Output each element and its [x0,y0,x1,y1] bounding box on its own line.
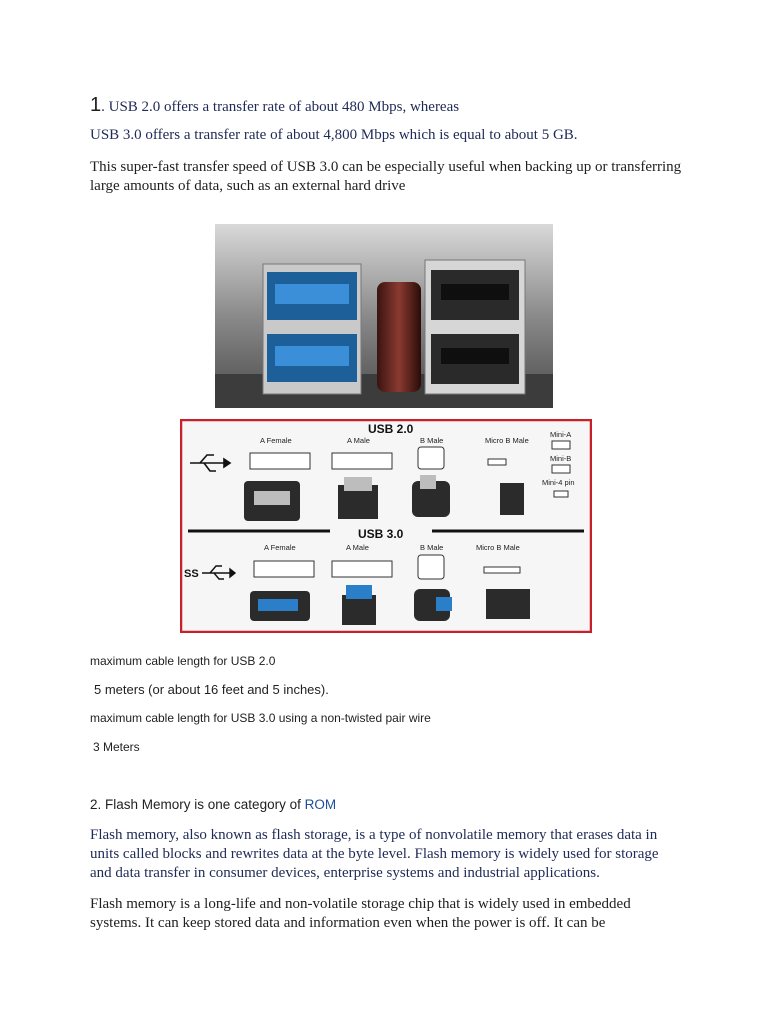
usb2-cable-length-value: 5 meters (or about 16 feet and 5 inches). [94,682,329,697]
usb2-rate-text: . USB 2.0 offers a transfer rate of about 480 Mbps, whereas [101,99,460,115]
section-number: 1 [90,94,102,116]
usb2-a-female-label: A Female [260,436,292,445]
flash-memory-paragraph-2: Flash memory is a long-life and non-volatile storage chip that is widely used in embedded systems. It can keep stored data and information even when the power is off. It can be [90,896,631,931]
usb-speed-line-2: USB 3.0 offers a transfer rate of about 4,800 Mbps which is equal to about 5 GB. [90,127,578,143]
rom-term: ROM [304,797,337,812]
usb3-a-female-label: A Female [264,543,296,552]
mini-4-pin-label: Mini-4 pin [542,478,575,487]
usb3-speed-paragraph: This super-fast transfer speed of USB 3.0 can be especially useful when backing up or transferring large amounts of data, such as an external hard drive [90,159,682,194]
usb2-micro-b-label: Micro B Male [485,436,529,445]
flash-memory-paragraph-1: Flash memory, also known as flash storage, is a type of nonvolatile memory that erases data in units called blocks and rewrites data at the byte level. Flash memory is widely used for storage and data transfer in consumer devices, enterprise systems and industrial applications. [90,827,659,881]
usb2-cable-length-label: maximum cable length for USB 2.0 [90,654,276,668]
usb2-b-male-label: B Male [420,436,444,445]
mini-a-label: Mini-A [550,430,572,439]
ss-label: SS [184,568,199,580]
mini-b-label: Mini-B [550,454,572,463]
usb-ports-photo [215,224,553,408]
usb-connector-diagram [180,419,592,633]
usb3-cable-length-label: maximum cable length for USB 3.0 using a non-twisted pair wire [90,711,431,725]
usb3-micro-b-label: Micro B Male [476,543,520,552]
flash-heading-text: 2. Flash Memory is one category of [90,797,305,812]
usb3-cable-length-value: 3 Meters [93,740,140,754]
usb3-a-male-label: A Male [346,543,369,552]
usb2-a-male-label: A Male [347,436,370,445]
usb-speed-line-1 [90,94,459,117]
usb3-title: USB 3.0 [358,527,404,541]
usb3-b-male-label: B Male [420,543,444,552]
flash-memory-heading [90,797,336,812]
usb2-title: USB 2.0 [368,422,414,436]
